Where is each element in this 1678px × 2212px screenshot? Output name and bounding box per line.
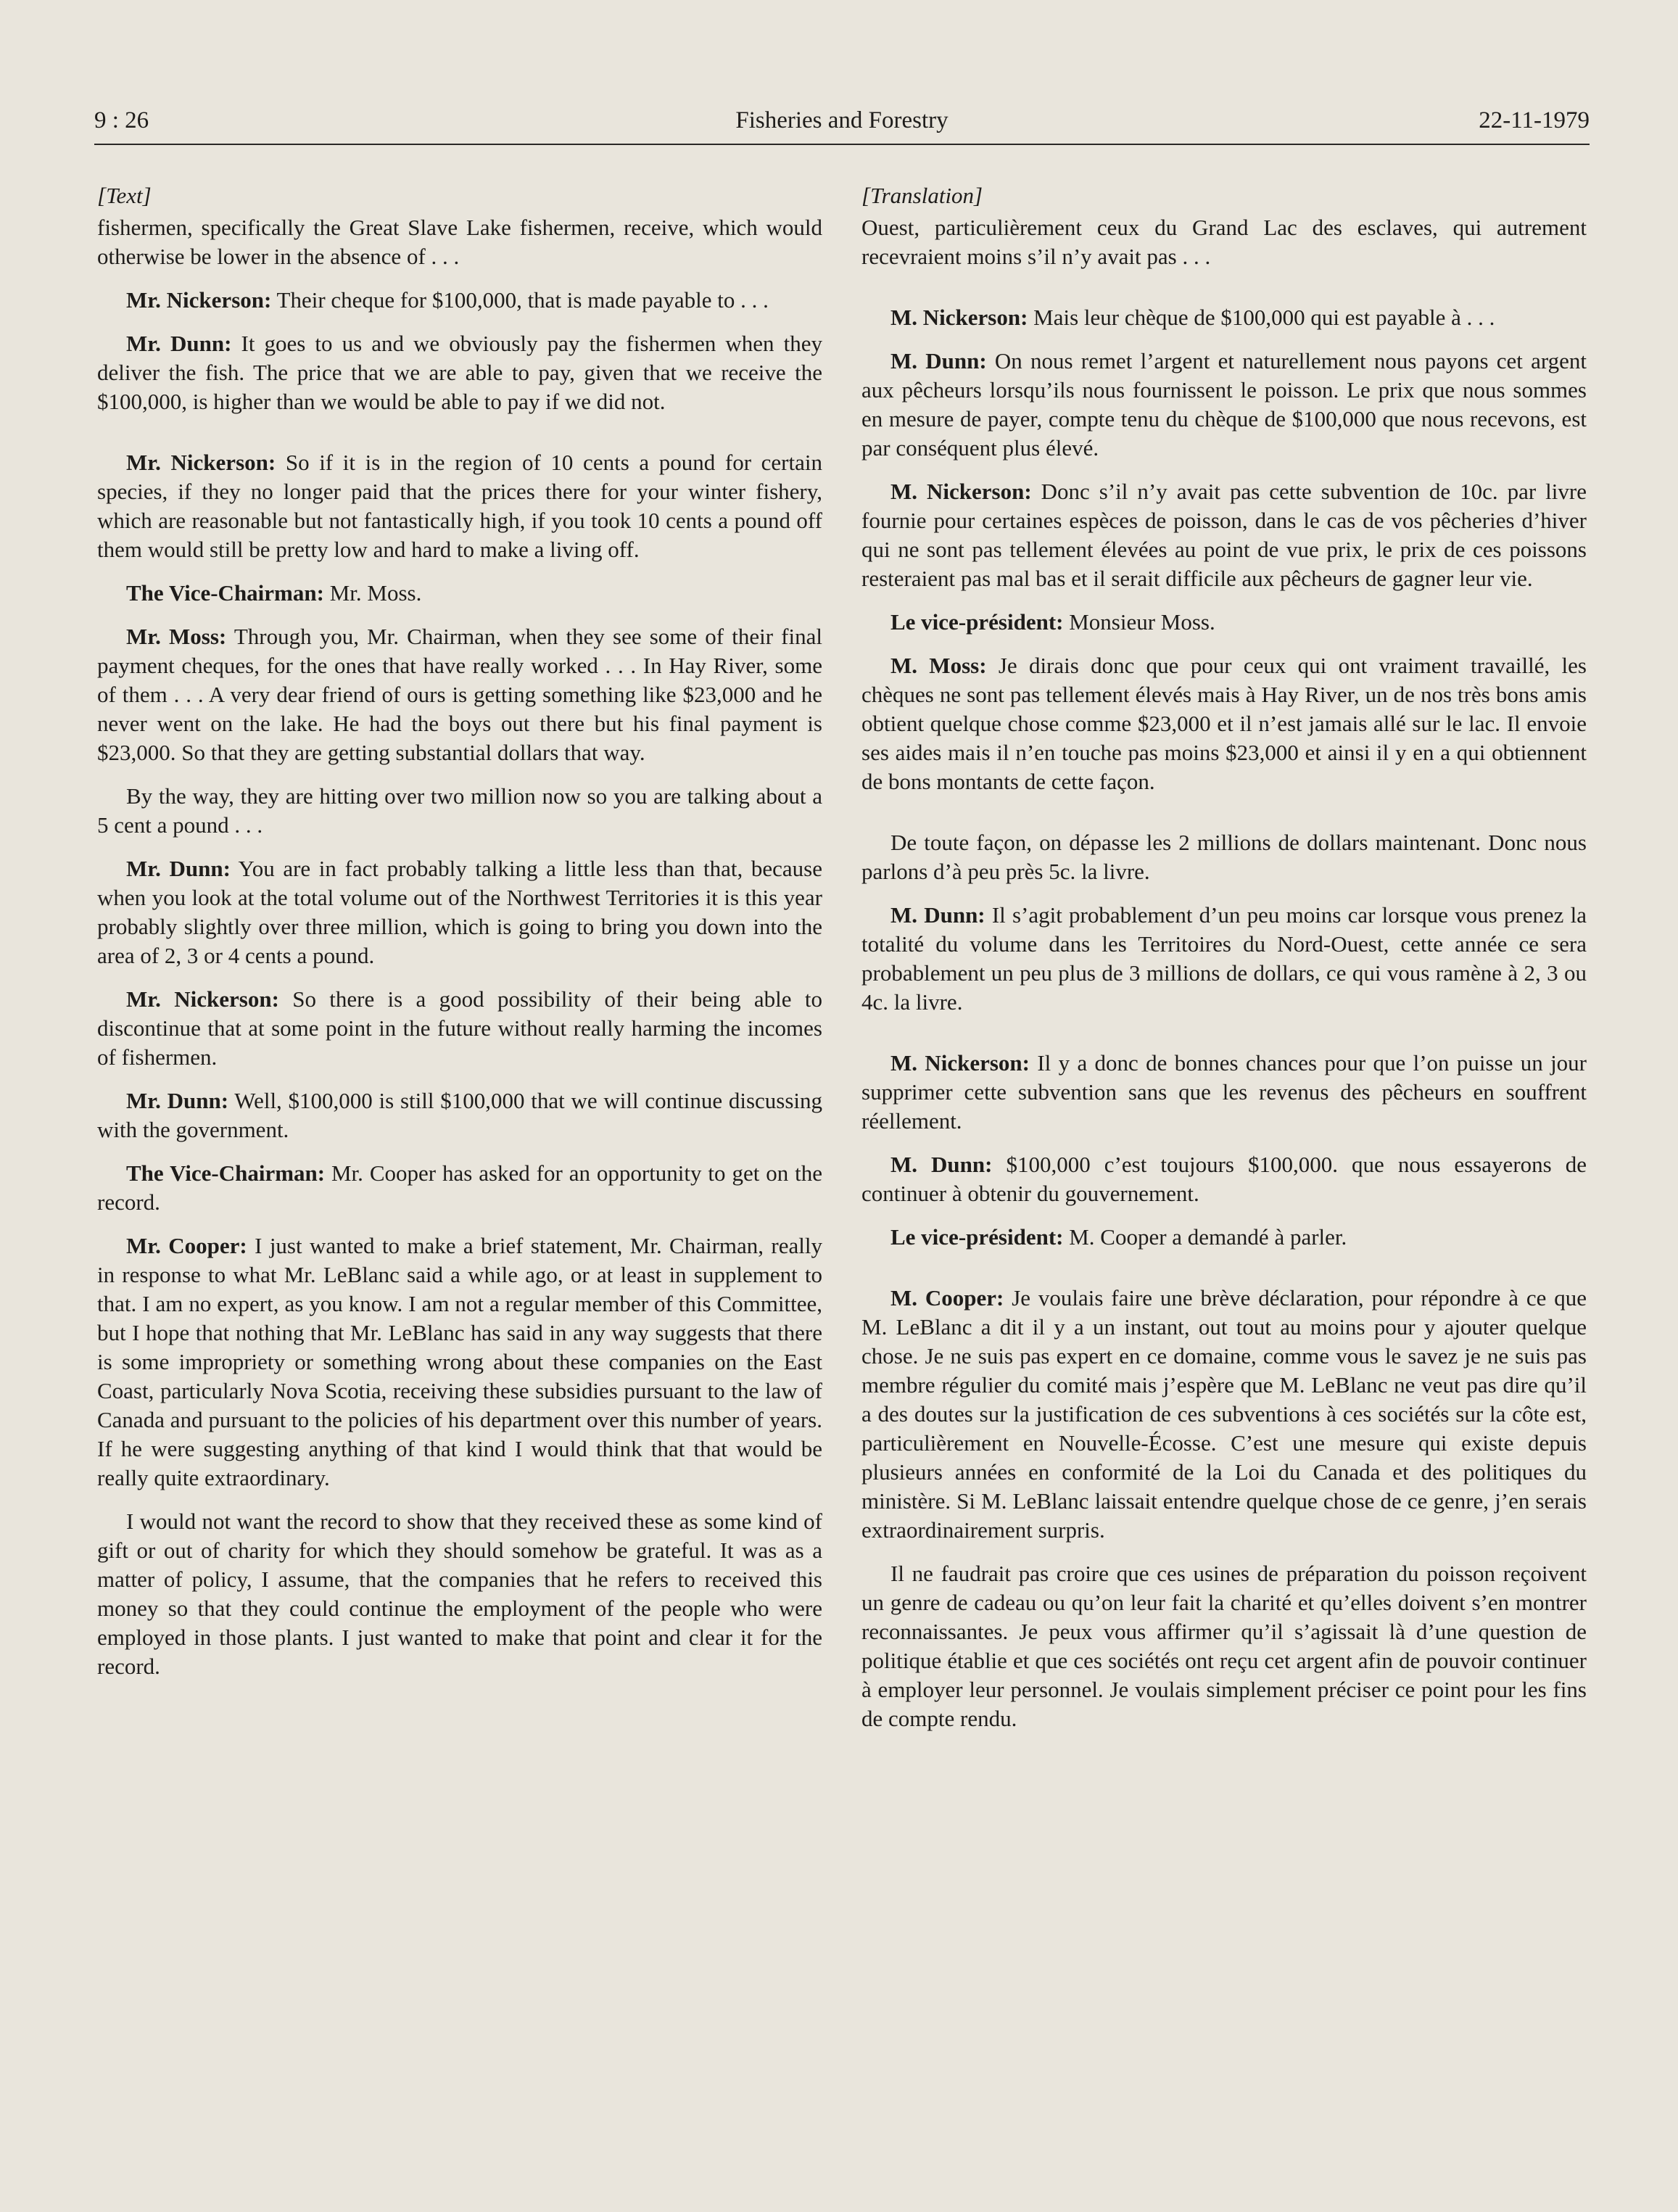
- paragraph: M. Dunn: $100,000 c’est toujours $100,000. que nous essayerons de continuer à obtenir du gouvernement.: [861, 1152, 1587, 1206]
- paragraph: fishermen, specifically the Great Slave Lake fishermen, receive, which would otherwise be lower in the absence of . . .: [97, 215, 822, 269]
- speaker-name: M. Cooper:: [890, 1285, 1004, 1311]
- page-header: [94, 107, 1590, 141]
- speaker-name: Mr. Dunn:: [126, 331, 232, 356]
- paragraph: M. Dunn: On nous remet l’argent et naturellement nous payons cet argent aux pêcheurs lorsqu’ils nous fournissent le poisson. Le prix que nous sommes en mesure de payer, compte tenu du chèque de $100,000 que nous recevons, est par conséquent plus élevé.: [861, 348, 1587, 461]
- publication-title: Fisheries and Forestry: [735, 107, 948, 133]
- speaker-name: Le vice-président:: [890, 609, 1064, 635]
- paragraph: I would not want the record to show that they received these as some kind of gift or out of charity for which they should somehow be grateful. It was as a matter of policy, I assume, that the companies that he refers to received this money so that they could continue the employment of the people who were employed in those plants. I just wanted to make that point and clear it for the record.: [97, 1509, 822, 1679]
- speaker-name: Mr. Moss:: [126, 624, 227, 649]
- paragraph: Mr. Cooper: I just wanted to make a brief statement, Mr. Chairman, really in response to what Mr. LeBlanc said a while ago, or at least in supplement to that. I am no expert, as you know. I am not a regular member of this Committee, but I hope that nothing that Mr. LeBlanc has said in any way suggests that there is some impropriety or something wrong about these companies on the East Coast, particularly Nova Scotia, receiving these subsidies pursuant to the law of Canada and pursuant to the policies of his department over this number of years. If he were suggesting anything of that kind I would think that that would be really quite extraordinary.: [97, 1233, 822, 1490]
- speaker-name: Mr. Nickerson:: [126, 986, 279, 1012]
- paragraph: Mr. Nickerson: Their cheque for $100,000, that is made payable to . . .: [126, 287, 769, 313]
- sitting-date: 22-11-1979: [1479, 107, 1590, 133]
- paragraph: Le vice-président: M. Cooper a demandé à parler.: [890, 1224, 1347, 1250]
- paragraph: Mr. Moss: Through you, Mr. Chairman, when they see some of their final payment cheques, for the ones that have really worked . . . In Hay River, some of them . . . A very dear friend of ours is getting something like $23,000 and he never went on the lake. He had the boys out there but his final payment is $23,000. So that they are getting substantial dollars that way.: [97, 624, 822, 765]
- paragraph: Le vice-président: Monsieur Moss.: [890, 609, 1215, 635]
- paragraph: Ouest, particulièrement ceux du Grand Lac des esclaves, qui autrement recevraient moins s’il n’y avait pas . . .: [861, 215, 1587, 269]
- paragraph: Il ne faudrait pas croire que ces usines de préparation du poisson reçoivent un genre de cadeau ou qu’on leur fait la charité et qu’elles doivent s’en montrer reconnaissantes. Je peux vous affirmer qu’il s’agissait là d’une question de politique établie et que ces sociétés ont reçu cet argent afin de pouvoir continuer à employer leur personnel. Je voulais simplement préciser ce point pour les fins de compte rendu.: [861, 1561, 1587, 1731]
- speaker-name: Mr. Dunn:: [126, 856, 231, 881]
- speaker-name: M. Nickerson:: [890, 479, 1032, 504]
- speaker-name: Mr. Nickerson:: [126, 287, 272, 313]
- speaker-name: Mr. Nickerson:: [126, 450, 276, 475]
- paragraph: By the way, they are hitting over two million now so you are talking about a 5 cent a pound . . .: [97, 783, 822, 838]
- paragraph: Mr. Dunn: Well, $100,000 is still $100,000 that we will continue discussing with the government.: [97, 1088, 823, 1142]
- column-label-translation: [Translation]: [861, 183, 983, 208]
- paragraph: The Vice-Chairman: Mr. Moss.: [126, 580, 422, 606]
- paragraph: Mr. Nickerson: So there is a good possibility of their being able to discontinue that at some point in the future without really harming the incomes of fishermen.: [97, 986, 822, 1070]
- paragraph: Mr. Dunn: It goes to us and we obviously pay the fishermen when they deliver the fish. The price that we are able to pay, given that we receive the $100,000, is higher than we would be able to pay if we did not.: [97, 331, 822, 414]
- speaker-name: Le vice-président:: [890, 1224, 1064, 1250]
- speaker-name: M. Dunn:: [890, 902, 985, 928]
- page-number: 9 : 26: [94, 107, 149, 133]
- speaker-name: M. Nickerson:: [890, 305, 1028, 330]
- speaker-name: The Vice-Chairman:: [126, 580, 324, 606]
- column-label-text: [Text]: [97, 183, 152, 208]
- speaker-name: The Vice-Chairman:: [126, 1160, 326, 1186]
- speaker-name: Mr. Dunn:: [126, 1088, 229, 1113]
- paragraph: M. Moss: Je dirais donc que pour ceux qui ont vraiment travaillé, les chèques ne sont pas tellement élevés mais à Hay River, un de nos très bons amis obtient quelque chose comme $23,000 et il n’est jamais allé sur le lac. Il envoie ses aides mais il n’en touche pas moins $23,000 et ainsi il y en a qui obtiennent de bons montants de cette façon.: [861, 653, 1587, 794]
- speaker-name: Mr. Cooper:: [126, 1233, 247, 1258]
- speaker-name: M. Dunn:: [890, 348, 987, 374]
- header-rule: [94, 144, 1590, 145]
- paragraph: M. Nickerson: Il y a donc de bonnes chances pour que l’on puisse un jour supprimer cette subvention sans que les revenus des pêcheurs en souffrent réellement.: [861, 1050, 1587, 1134]
- paragraph: M. Nickerson: Donc s’il n’y avait pas cette subvention de 10c. par livre fournie pour certaines espèces de poisson, dans le cas de vos pêcheries d’hiver qui ne sont pas tellement élevées au point de vue prix, le prix de ces poissons resteraient pas mal bas et il serait difficile aux pêcheurs de gagner leur vie.: [861, 479, 1587, 591]
- paragraph: Mr. Nickerson: So if it is in the region of 10 cents a pound for certain species, if they no longer paid that the prices there for your winter fishery, which are reasonable but not fantastically high, if you took 10 cents a pound off them would still be pretty low and hard to make a living off.: [97, 450, 822, 562]
- speaker-name: M. Nickerson:: [890, 1050, 1030, 1076]
- paragraph: De toute façon, on dépasse les 2 millions de dollars maintenant. Donc nous parlons d’à peu près 5c. la livre.: [861, 830, 1587, 884]
- paragraph: The Vice-Chairman: Mr. Cooper has asked for an opportunity to get on the record.: [97, 1160, 822, 1215]
- paragraph: M. Dunn: Il s’agit probablement d’un peu moins car lorsque vous prenez la totalité du volume dans les Territoires du Nord-Ouest, cette année ce sera probablement un peu plus de 3 millions de dollars, ce qui vous ramène à 2, 3 ou 4c. la livre.: [861, 902, 1587, 1015]
- paragraph: Mr. Dunn: You are in fact probably talking a little less than that, because when you look at the total volume out of the Northwest Territories it is this year probably slightly over three million, which is going to bring you down into the area of 2, 3 or 4 cents a pound.: [97, 856, 822, 968]
- english-column: [97, 181, 822, 1696]
- paragraph: M. Nickerson: Mais leur chèque de $100,000 qui est payable à . . .: [890, 305, 1495, 330]
- speaker-name: M. Moss:: [890, 653, 987, 678]
- french-column: [861, 181, 1587, 1748]
- speaker-name: M. Dunn:: [890, 1152, 993, 1177]
- paragraph: M. Cooper: Je voulais faire une brève déclaration, pour répondre à ce que M. LeBlanc a dit il y a un instant, out tout au moins pour y ajouter quelque chose. Je ne suis pas expert en ce domaine, comme vous le savez je ne suis pas membre régulier du comité mais j’espère que M. LeBlanc ne veut pas dire qu’il a des doutes sur la justification de ces subventions à ces sociétés sur la côte est, particulièrement en Nouvelle-Écosse. C’est une mesure qui existe depuis plusieurs années en conformité de la Loi du Canada et des politiques du ministère. Si M. LeBlanc laissait entendre quelque chose de ce genre, j’en serais extraordinairement surpris.: [861, 1285, 1587, 1543]
